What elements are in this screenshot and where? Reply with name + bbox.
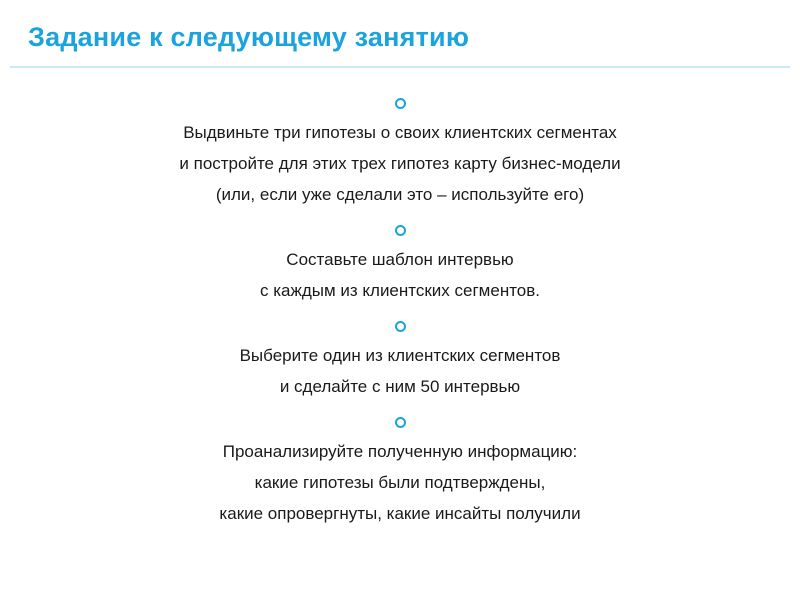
bullet-circle-icon bbox=[395, 225, 406, 236]
task-item bbox=[0, 321, 800, 402]
title-divider bbox=[10, 66, 790, 68]
task-item bbox=[0, 417, 800, 529]
task-item bbox=[0, 98, 800, 210]
task-item bbox=[0, 225, 800, 306]
task-text-line: и сделайте с ним 50 интервью bbox=[279, 377, 521, 396]
task-text-line: Проанализируйте полученную информацию: bbox=[222, 442, 578, 461]
task-text-line: Выдвиньте три гипотезы о своих клиентских сегментах bbox=[183, 123, 617, 142]
slide-title: Задание к следующему занятию bbox=[28, 22, 470, 52]
bullet-circle-icon bbox=[395, 98, 406, 109]
bullet-circle-icon bbox=[395, 321, 406, 332]
task-text-line: с каждым из клиентских сегментов. bbox=[259, 281, 541, 300]
task-text-line: и постройте для этих трех гипотез карту бизнес-модели bbox=[179, 154, 621, 173]
task-text-line: Выберите один из клиентских сегментов bbox=[239, 346, 561, 365]
bullet-circle-icon bbox=[395, 417, 406, 428]
task-text-line: (или, если уже сделали это – используйте его) bbox=[215, 185, 585, 204]
task-text-line: какие гипотезы были подтверждены, bbox=[254, 473, 546, 492]
task-list bbox=[0, 98, 800, 544]
task-text-line: какие опровергнуты, какие инсайты получили bbox=[219, 504, 581, 523]
task-text-line: Составьте шаблон интервью bbox=[286, 250, 514, 269]
